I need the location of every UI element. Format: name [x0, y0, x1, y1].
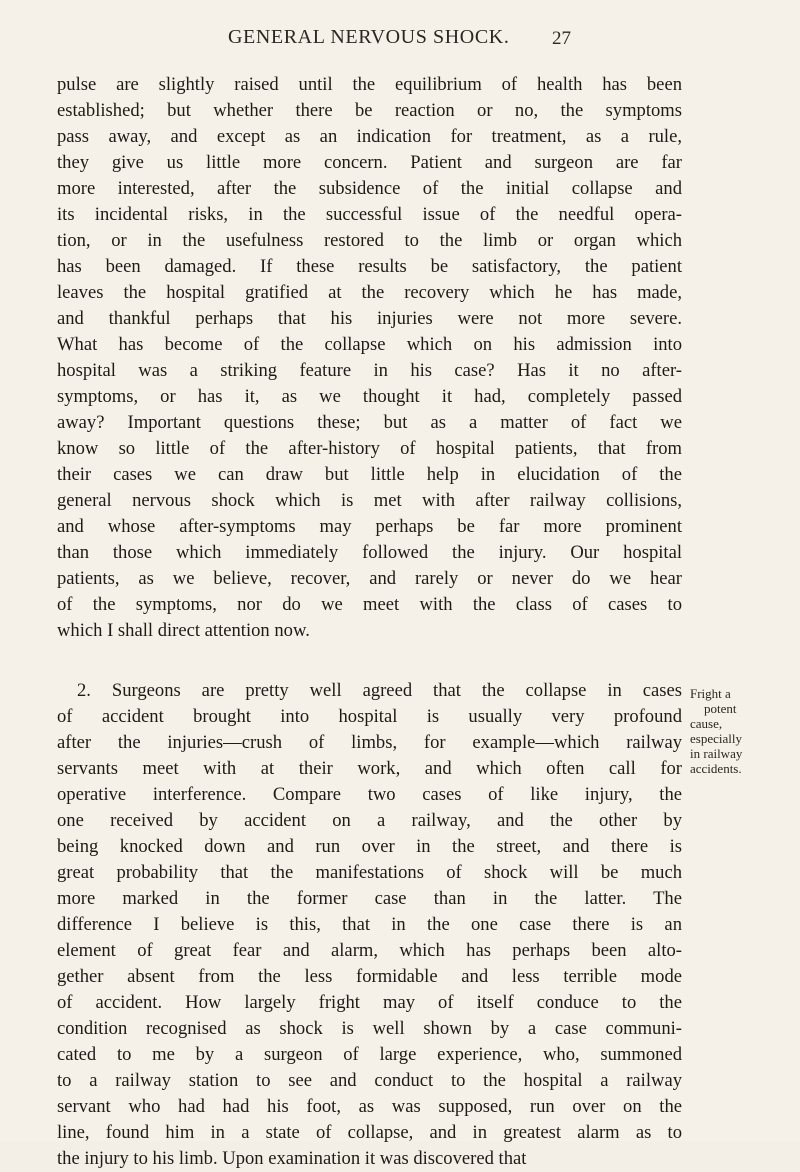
text-line: line, found him in a state of collapse, and in greatest alarm as to	[57, 1122, 682, 1143]
text-line: has been damaged. If these results be satisfactory, the patient	[57, 256, 682, 277]
text-line: tion, or in the usefulness restored to the limb or organ which	[57, 230, 682, 251]
text-line: and thankful perhaps that his injuries were not more severe.	[57, 308, 682, 329]
text-line: servants meet with at their work, and which often call for	[57, 758, 682, 779]
text-line: leaves the hospital gratified at the recovery which he has made,	[57, 282, 682, 303]
paragraph-1	[57, 72, 682, 644]
running-title: GENERAL NERVOUS SHOCK.	[228, 26, 510, 48]
margin-note-line: cause,	[690, 716, 723, 731]
text-line: element of great fear and alarm, which has perhaps been alto-	[57, 940, 682, 961]
text-line: great probability that the manifestations of shock will be much	[57, 862, 682, 883]
text-line: established; but whether there be reaction or no, the symptoms	[57, 100, 682, 121]
margin-note	[690, 686, 798, 776]
text-line: of accident. How largely fright may of itself conduce to the	[57, 992, 682, 1013]
margin-note-line: in railway	[690, 746, 743, 761]
text-line: more marked in the former case than in the latter. The	[57, 888, 682, 909]
text-line: they give us little more concern. Patient and surgeon are far	[57, 152, 682, 173]
text-line: the injury to his limb. Upon examination it was discovered that	[57, 1148, 527, 1169]
text-line: of the symptoms, nor do we meet with the class of cases to	[57, 594, 682, 615]
paragraph-2	[57, 678, 682, 1172]
text-line: patients, as we believe, recover, and rarely or never do we hear	[57, 568, 682, 589]
text-line: more interested, after the subsidence of the initial collapse and	[57, 178, 682, 199]
text-line: away? Important questions these; but as a matter of fact we	[57, 412, 682, 433]
margin-note-line: Fright a	[690, 686, 731, 701]
text-line: one received by accident on a railway, and the other by	[57, 810, 682, 831]
text-line: pulse are slightly raised until the equilibrium of health has been	[57, 74, 682, 95]
text-line: servant who had had his foot, as was supposed, run over on the	[57, 1096, 682, 1117]
text-line: cated to me by a surgeon of large experience, who, summoned	[57, 1044, 682, 1065]
text-line: their cases we can draw but little help in elucidation of the	[57, 464, 682, 485]
text-line: being knocked down and run over in the street, and there is	[57, 836, 682, 857]
text-line: difference I believe is this, that in the one case there is an	[57, 914, 682, 935]
text-line: its incidental risks, in the successful issue of the needful opera-	[57, 204, 682, 225]
text-line: gether absent from the less formidable and less terrible mode	[57, 966, 682, 987]
text-line: know so little of the after-history of hospital patients, that from	[57, 438, 682, 459]
text-line: 2. Surgeons are pretty well agreed that the collapse in cases	[77, 680, 682, 701]
text-line: than those which immediately followed the injury. Our hospital	[57, 542, 682, 563]
text-line: hospital was a striking feature in his case? Has it no after-	[57, 360, 682, 381]
text-line: after the injuries—crush of limbs, for example—which railway	[57, 732, 682, 753]
text-line: to a railway station to see and conduct to the hospital a railway	[57, 1070, 682, 1091]
page-number: 27	[552, 28, 571, 49]
text-line: pass away, and except as an indication for treatment, as a rule,	[57, 126, 682, 147]
text-line: What has become of the collapse which on his admission into	[57, 334, 682, 355]
text-line: symptoms, or has it, as we thought it had, completely passed	[57, 386, 682, 407]
body-text	[57, 72, 682, 1172]
margin-note-line: especially	[690, 731, 742, 746]
text-line: which I shall direct attention now.	[57, 620, 310, 641]
text-line: condition recognised as shock is well shown by a case communi-	[57, 1018, 682, 1039]
margin-note-line: accidents.	[690, 761, 742, 776]
text-line: and whose after-symptoms may perhaps be far more prominent	[57, 516, 682, 537]
margin-note-line: potent	[704, 701, 737, 716]
text-line: of accident brought into hospital is usually very profound	[57, 706, 682, 727]
running-head	[0, 26, 800, 56]
text-line: operative interference. Compare two cases of like injury, the	[57, 784, 682, 805]
text-line: general nervous shock which is met with after railway collisions,	[57, 490, 682, 511]
